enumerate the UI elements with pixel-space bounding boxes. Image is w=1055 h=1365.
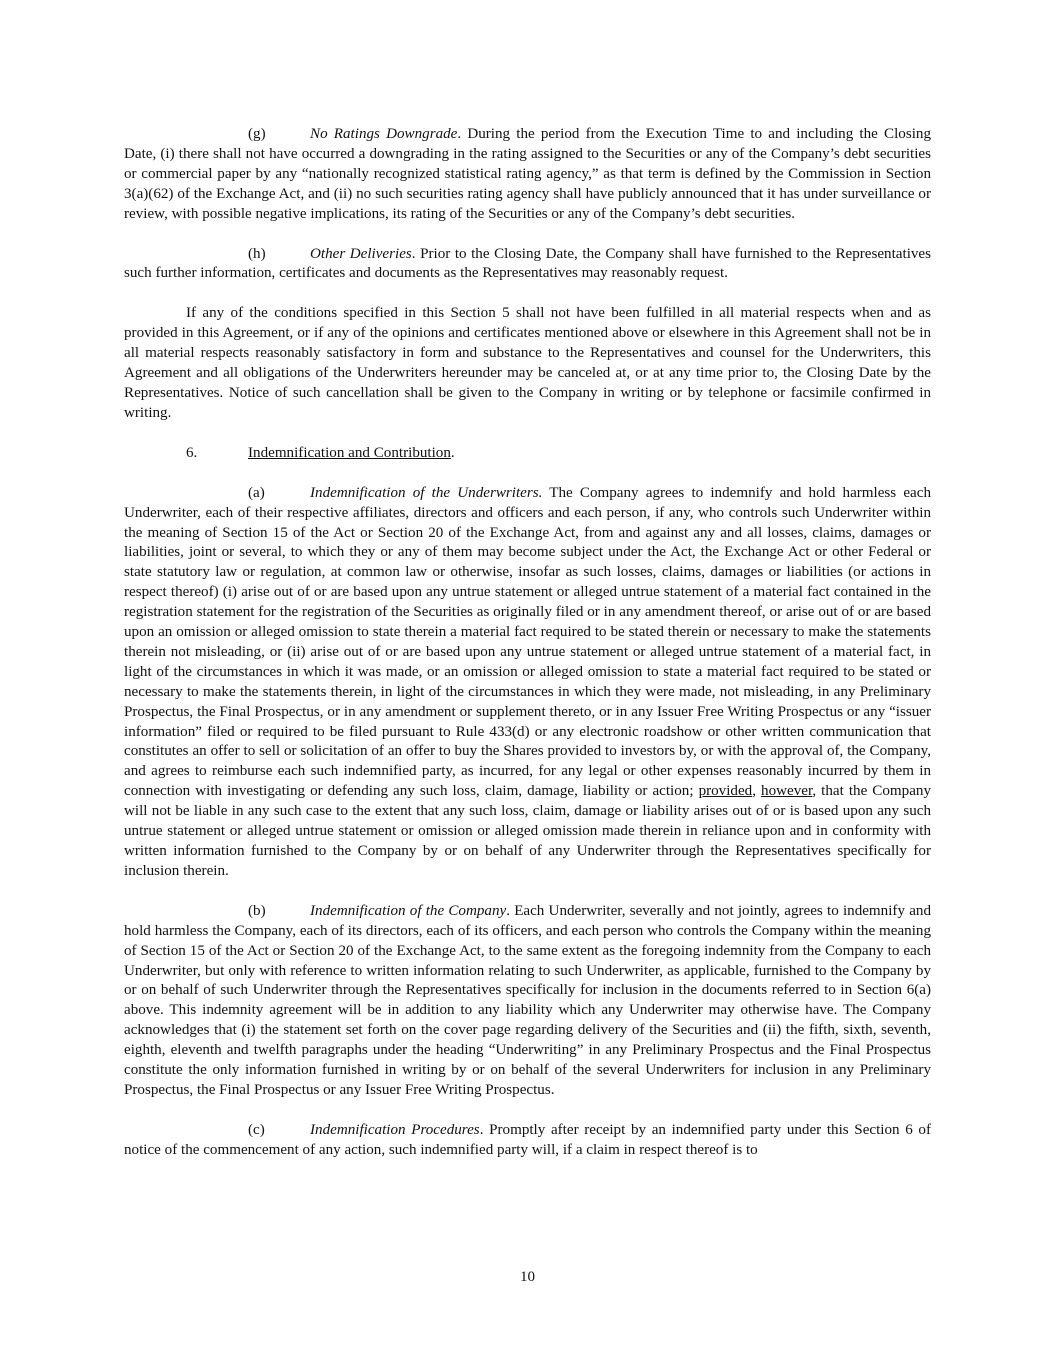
section-title: Indemnification and Contribution xyxy=(248,444,451,461)
section-number: 6. xyxy=(186,444,198,461)
paragraph-heading-c: Indemnification Procedures xyxy=(310,1121,480,1138)
paragraph-c xyxy=(124,1121,931,1161)
paragraph-h xyxy=(124,245,931,285)
paragraph-text-g: . During the period from the Execution Time to and including the Closing Date, (i) there shall not have occurred a downgrading in the rating assigned to the Securities or any of the Company’s debt securities or commercial paper by any “nationally recognized statistical rating agency,” as that term is defined by the Commission in Section 3(a)(62) of the Exchange Act, and (ii) no such securities rating agency shall have publicly announced that it has under surveillance or review, with possible negative implications, its rating of the Securities or any of the Company’s debt securities. xyxy=(124,126,932,222)
paragraph-text-b: . Each Underwriter, severally and not jointly, agrees to indemnify and hold harmless the Company, each of its directors, each of its officers, and each person who controls the Company within the meaning of Section 15 of the Act or Section 20 of the Exchange Act, to the same extent as the foregoing indemnity from the Company to each Underwriter, but only with reference to written information relating to such Underwriter, as applicable, furnished to the Company by or on behalf of such Underwriter through the Representatives specifically for inclusion in the documents referred to in Section 6(a) above. This indemnity agreement will be in addition to any liability which any Underwriter may otherwise have. The Company acknowledges that (i) the statement set forth on the cover page regarding delivery of the Securities and (ii) the fifth, sixth, seventh, eighth, eleventh and twelfth paragraphs under the heading “Underwriting” in any Preliminary Prospectus and the Final Prospectus constitute the only information furnished in writing by or on behalf of the several Underwriters for inclusion in any Preliminary Prospectus, the Final Prospectus or any Issuer Free Writing Prospectus. xyxy=(124,902,931,1098)
paragraph-text-c: . Promptly after receipt by an indemnified party under this Section 6 of notice of the commencement of any action, such indemnified party will, if a claim in respect thereof is to xyxy=(124,1121,931,1158)
provided-term: provided xyxy=(698,783,753,800)
paragraph-label-a: (a) xyxy=(248,484,265,501)
comma-separator: , xyxy=(752,783,762,800)
paragraph-label-g: (g) xyxy=(248,126,266,142)
paragraph-heading-h: Other Deliveries xyxy=(310,245,412,262)
section-title-trailing: . xyxy=(450,444,455,461)
paragraph-text-a-part1: The Company agrees to indemnify and hold harmless each Underwriter, each of their respective affiliates, directors and officers and each person, if any, who controls such Underwriter within the meaning of Section 15 of the Act or Section 20 of the Exchange Act, from and against any and all losses, claims, damages or liabilities, joint or several, to which they or any of them may become subject under the Act, the Exchange Act or other Federal or state statutory law or regulation, at common law or otherwise, insofar as such losses, claims, damages or liabilities (or actions in respect thereof) (i) arise out of or are based upon any untrue statement or alleged untrue statement of a material fact contained in the registration statement for the registration of the Securities as originally filed or in any amendment thereof, or arise out of or are based upon an omission or alleged omission to state therein a material fact required to be stated therein or necessary to make the statements therein not misleading, or (ii) arise out of or are based upon any untrue statement or alleged untrue statement of a material fact, in light of the circumstances in which it was made, or an omission or alleged omission to state a material fact required to be stated or necessary to make the statements therein, in light of the circumstances in which they were made, not misleading, in any Preliminary Prospectus, the Final Prospectus, or in any amendment or supplement thereto, or in any Issuer Free Writing Prospectus or any “issuer information” filed or required to be filed pursuant to Rule 433(d) or any electronic roadshow or other written communication that constitutes an offer to sell or solicitation of an offer to buy the Shares provided to investors by, or with the approval of, the Company, and agrees to reimburse each such indemnified party, as incurred, for any legal or other expenses reasonably incurred by them in connection with investigating or defending any such loss, claim, damage, liability or action; xyxy=(124,484,931,800)
paragraph-a xyxy=(124,484,931,882)
document-page xyxy=(124,125,931,1181)
paragraph-b xyxy=(124,902,931,1101)
section-heading-6 xyxy=(124,444,931,464)
paragraph-heading-b: Indemnification of the Company xyxy=(310,902,507,919)
paragraph-text-h: . Prior to the Closing Date, the Company shall have furnished to the Representatives such further information, certificates and documents as the Representatives may reasonably request. xyxy=(124,245,932,282)
paragraph-text-a-part2: , that the Company will not be liable in any such case to the extent that any such loss, claim, damage or liability arises out of or is based upon any such untrue statement or alleged untrue statement or omission or alleged omission made therein in reliance upon and in conformity with written information furnished to the Company by or on behalf of any Underwriter through the Representatives specifically for inclusion therein. xyxy=(124,783,931,879)
paragraph-label-h: (h) xyxy=(248,245,266,262)
paragraph-conditions xyxy=(124,304,931,423)
paragraph-label-c: (c) xyxy=(248,1121,265,1138)
paragraph-g xyxy=(124,125,931,225)
page-number: 10 xyxy=(519,1269,536,1285)
paragraph-heading-a: Indemnification of the Underwriters. xyxy=(310,484,543,501)
paragraph-label-b: (b) xyxy=(248,902,266,919)
however-term: however xyxy=(761,783,813,800)
paragraph-text-conditions: If any of the conditions specified in this Section 5 shall not have been fulfilled in all material respects when and as provided in this Agreement, or if any of the opinions and certificates mentioned above or elsewhere in this Agreement shall not be in all material respects reasonably satisfactory in form and substance to the Representatives and counsel for the Underwriters, this Agreement and all obligations of the Underwriters hereunder may be canceled at, or at any time prior to, the Closing Date by the Representatives. Notice of such cancellation shall be given to the Company in writing or by telephone or facsimile confirmed in writing. xyxy=(124,305,931,421)
paragraph-heading-g: No Ratings Downgrade xyxy=(310,126,458,142)
